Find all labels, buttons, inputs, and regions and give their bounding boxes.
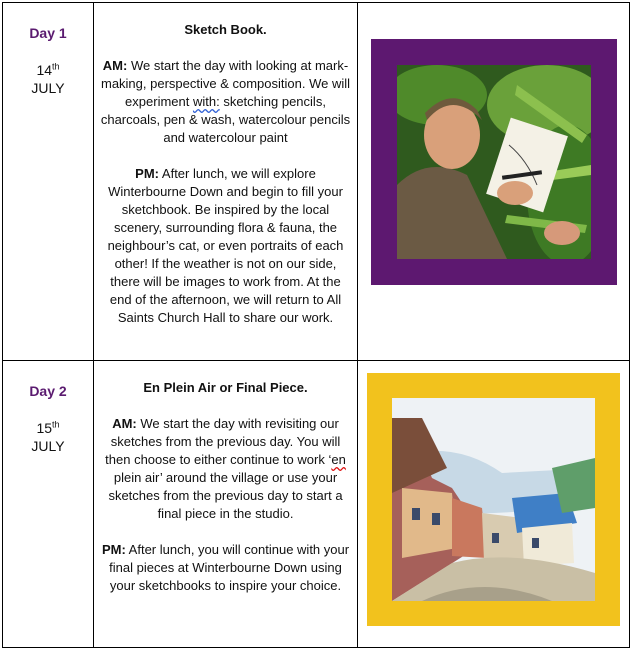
date-number: 15 — [36, 420, 53, 436]
session-title: En Plein Air or Final Piece. — [143, 380, 308, 395]
am-text-start: We start the day with revisiting our sketches from the previous day. You will then choose to either continue to work ‘ — [105, 416, 341, 467]
image-cell — [358, 3, 630, 361]
date-month: JULY — [31, 438, 65, 454]
am-paragraph — [100, 415, 351, 523]
sketching-photo — [397, 65, 591, 259]
yellow-frame — [367, 373, 620, 626]
am-text-end: plein air’ around the village or use your sketches from the previous day to start a final piece in the studio. — [108, 470, 343, 521]
am-text-marked: en — [331, 452, 346, 467]
session-title: Sketch Book. — [184, 22, 267, 37]
street-painting — [392, 398, 595, 601]
day-date — [3, 61, 93, 97]
schedule-table — [2, 2, 630, 648]
purple-frame — [371, 39, 617, 285]
table-row — [3, 3, 630, 361]
pm-text: After lunch, we will explore Winterbourne Down and begin to fill your sketchbook. Be inspired by the local scenery, surrounding flora & fauna, the neighbour’s cat, or even portraits of each other! If the weather is not on our side, there will be images to work from. At the end of the afternoon, we will return to All Saints Church Hall to share our work. — [107, 166, 344, 325]
date-month: JULY — [31, 80, 65, 96]
pm-paragraph — [100, 165, 351, 327]
date-suffix: th — [52, 61, 60, 72]
am-text-start: We start the day with looking at mark-making, perspective & composition. We will experiment — [100, 58, 351, 109]
day-date — [3, 419, 93, 455]
day-cell — [3, 361, 94, 648]
am-label: AM: — [112, 416, 137, 431]
am-paragraph — [100, 57, 351, 147]
table-row — [3, 361, 630, 648]
pm-label: PM: — [101, 542, 126, 557]
pm-paragraph — [100, 541, 351, 595]
description-cell — [94, 361, 358, 648]
am-text-marked: with: — [192, 94, 220, 109]
am-label: AM: — [102, 58, 128, 73]
day-label: Day 2 — [29, 383, 67, 399]
day-cell — [3, 3, 94, 361]
day-label: Day 1 — [29, 25, 67, 41]
am-text-end: sketching pencils, charcoals, pen & wash, watercolour pencils and watercolour paint — [100, 94, 351, 145]
pm-label: PM: — [135, 166, 160, 181]
description-cell — [94, 3, 358, 361]
date-suffix: th — [52, 419, 60, 430]
date-number: 14 — [36, 62, 53, 78]
pm-text: After lunch, you will continue with your final pieces at Winterbourne Down using your sketchbooks to inspire your choice. — [109, 542, 350, 593]
image-cell — [358, 361, 630, 648]
